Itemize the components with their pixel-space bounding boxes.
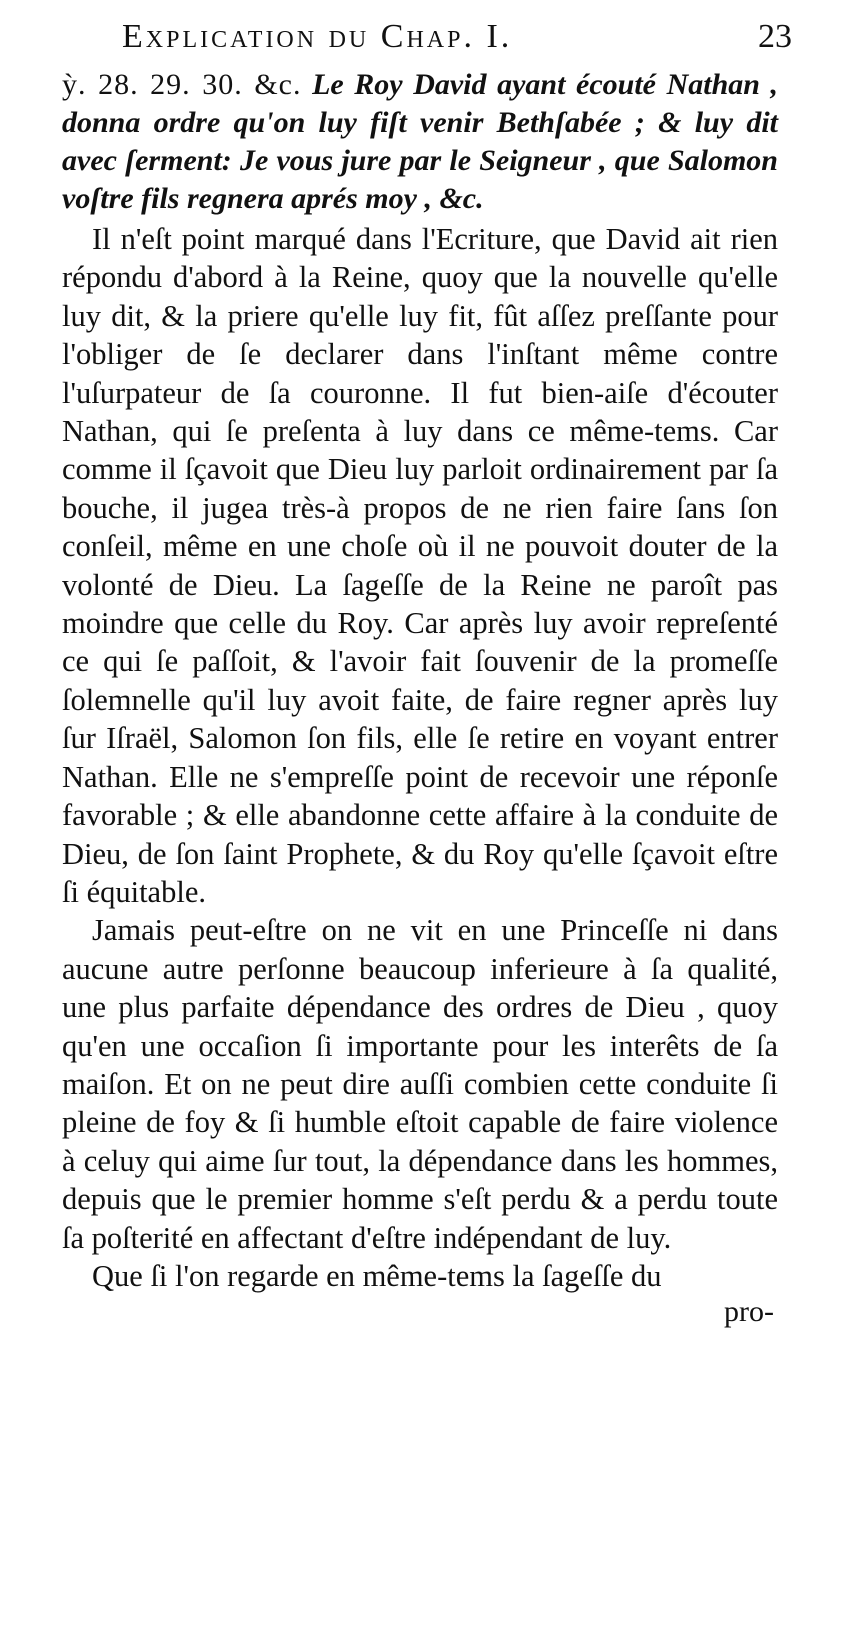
commentary-paragraph-3: Que ſi l'on regarde en même-tems la ſageſſe du [92, 1258, 662, 1293]
commentary-paragraph-1: Il n'eſt point marqué dans l'Ecriture, que David ait rien répondu d'abord à la Reine, quoy que la nouvelle qu'elle luy dit, & la priere qu'elle luy fit, fût aſſez preſſante pour l'obliger de ſe declarer dans l'inſtant même contre l'uſurpateur de ſa couronne. Il fut bien-aiſe d'écouter Nathan, qui ſe preſenta à luy dans ce même-tems. Car comme il ſçavoit que Dieu luy parloit ordinairement par ſa bouche, il jugea très-à propos de ne rien faire ſans ſon conſeil, même en une choſe où il ne pouvoit douter de la volonté de Dieu. La ſageſſe de la Reine ne paroît pas moindre que celle du Roy. Car après luy avoir repreſenté ce qui ſe paſſoit, & l'avoir fait ſouvenir de la promeſſe ſolemnelle qu'il luy avoit faite, de faire regner après luy ſur Iſraël, Salomon ſon fils, elle ſe retire en voyant entrer Nathan. Elle ne s'empreſſe point de recevoir une réponſe favorable ; & elle abandonne cette affaire à la conduite de Dieu, de ſon ſaint Prophete, & du Roy qu'elle ſçavoit eſtre ſi équitable. [62, 222, 778, 909]
verse-citation [62, 66, 778, 218]
running-head [62, 18, 792, 64]
commentary-paragraph-2: Jamais peut-eſtre on ne vit en une Princeſſe ni dans aucune autre perſonne beaucoup inferieure à ſa qualité, une plus parfaite dépendance des ordres de Dieu , quoy qu'en une occaſion ſi importante pour les interêts de ſa maiſon. Et on ne peut dire auſſi combien cette conduite ſi pleine de foy & ſi humble eſtoit capable de faire violence à celuy qui aime ſur tout, la dépendance dans les hommes, depuis que le premier homme s'eſt perdu & a perdu toute ſa poſterité en affectant d'eſtre indépendant de luy. [62, 913, 778, 1255]
verse-reference: ỳ. 28. 29. 30. &c. [62, 68, 302, 101]
book-page [62, 18, 792, 1329]
verse-text: Le Roy David ayant écouté Nathan , donna ordre qu'on luy fiſt venir Bethſabée ; & luy dit avec ſerment: Je vous jure par le Seigneur , que Salomon voſtre fils regnera aprés moy , &c. [62, 68, 779, 215]
page-number: 23 [758, 18, 792, 55]
running-head-title: Explication du Chap. I. [122, 18, 513, 55]
catchword: pro- [724, 1295, 774, 1329]
